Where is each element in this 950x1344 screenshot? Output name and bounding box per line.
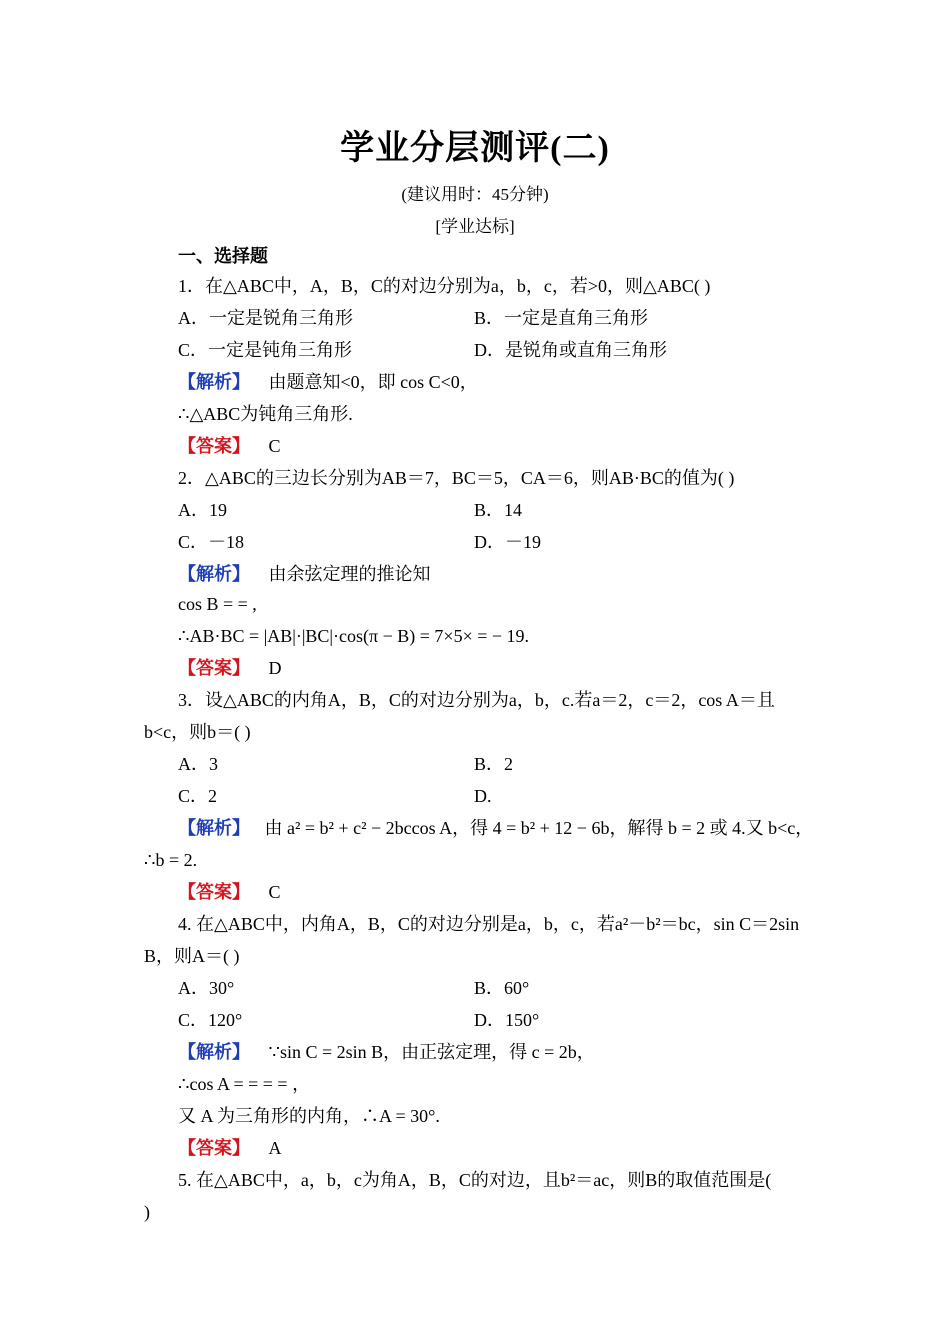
q1-option-a: A．一定是锐角三角形 [178, 308, 353, 328]
q2-answer [178, 656, 282, 680]
bracket-open: 【 [178, 1042, 196, 1062]
q3-analysis [178, 816, 813, 840]
q2-stem: 2．△ABC的三边长分别为AB＝7，BC＝5，CA＝6，则AB·BC的值为( ) [178, 468, 735, 488]
q1-stem: 1．在△ABC中，A，B，C的对边分别为a，b，c，若>0，则△ABC( ) [178, 276, 711, 296]
q3-option-d: D. [474, 786, 492, 806]
q1-analysis [178, 370, 478, 394]
q2-option-b: B．14 [474, 500, 523, 520]
q2-option-c: C．－18 [178, 532, 245, 552]
q3-analysis-line-2: ∴b = 2. [144, 850, 198, 870]
q3-answer-value: C [268, 882, 281, 902]
q2-option-d: D．－19 [474, 532, 541, 552]
q3-option-a: A．3 [178, 754, 218, 774]
level-label: [学业达标] [435, 217, 515, 236]
q4-stem-line-1: 4. 在△ABC中，内角A，B，C的对边分别是a，b，c，若a²－b²＝bc，sin C＝2sin [178, 914, 800, 934]
bracket-open: 【 [178, 882, 196, 902]
bracket-open: 【 [178, 372, 196, 392]
answer-tag: 答案 [196, 658, 232, 678]
q3-stem-line-1: 3．设△ABC的内角A，B，C的对边分别为a，b，c.若a＝2，c＝2，cos A＝且 [178, 690, 775, 710]
analysis-tag: 解析 [196, 564, 232, 584]
suggested-time: (建议用时：45分钟) [401, 185, 549, 204]
bracket-close: 】 [232, 436, 250, 456]
analysis-tag: 解析 [196, 818, 232, 838]
q3-option-c: C．2 [178, 786, 218, 806]
q4-analysis [178, 1040, 595, 1064]
answer-tag: 答案 [196, 882, 232, 902]
q4-option-a: A．30° [178, 978, 235, 998]
bracket-close: 】 [232, 372, 250, 392]
q4-analysis-line-1: ∵sin C = 2sin B，由正弦定理，得 c = 2b， [268, 1042, 595, 1062]
bracket-open: 【 [178, 1138, 196, 1158]
q4-answer-value: A [268, 1138, 282, 1158]
q4-analysis-line-2: ∴cos A = = = = ， [178, 1074, 311, 1094]
q4-analysis-line-3: 又 A 为三角形的内角，∴A = 30°. [178, 1106, 440, 1126]
q1-option-b: B．一定是直角三角形 [474, 308, 649, 328]
q3-analysis-line-1: 由 a² = b² + c² − 2bccos A，得 4 = b² + 12 − 6b，解得 b = 2 或 4.又 b<c， [264, 818, 814, 838]
q2-analysis [178, 562, 431, 586]
answer-tag: 答案 [196, 1138, 232, 1158]
q1-option-d: D．是锐角或直角三角形 [474, 340, 667, 360]
q4-stem-line-2: B，则A＝( ) [144, 946, 240, 966]
q5-stem-line-1: 5. 在△ABC中，a，b，c为角A，B，C的对边，且b²＝ac，则B的取值范围是( [178, 1170, 772, 1190]
analysis-tag: 解析 [196, 372, 232, 392]
q3-answer [178, 880, 281, 904]
q4-option-d: D．150° [474, 1010, 540, 1030]
bracket-close: 】 [232, 1042, 250, 1062]
answer-tag: 答案 [196, 436, 232, 456]
q3-stem-line-2: b<c，则b＝( ) [144, 722, 251, 742]
q4-option-b: B．60° [474, 978, 530, 998]
q5-stem-line-2: ) [144, 1202, 150, 1222]
q2-answer-value: D [268, 658, 282, 678]
q1-analysis-line-1: 由题意知<0，即 cos C<0， [268, 372, 478, 392]
q1-answer-value: C [268, 436, 281, 456]
bracket-open: 【 [178, 818, 196, 838]
section-heading: 一、选择题 [178, 246, 268, 266]
q1-option-c: C．一定是钝角三角形 [178, 340, 353, 360]
q2-analysis-line-2: cos B = = , [178, 594, 257, 614]
q2-analysis-line-3: ∴AB·BC = |AB|·|BC|·cos(π − B) = 7×5× = − 19. [178, 626, 530, 646]
bracket-close: 】 [232, 564, 250, 584]
bracket-close: 】 [232, 1138, 250, 1158]
bracket-open: 【 [178, 564, 196, 584]
page-title: 学业分层测评(二) [340, 130, 610, 167]
q4-option-c: C．120° [178, 1010, 243, 1030]
bracket-close: 】 [232, 882, 250, 902]
bracket-open: 【 [178, 436, 196, 456]
q2-option-a: A．19 [178, 500, 227, 520]
q4-answer [178, 1136, 282, 1160]
bracket-close: 】 [232, 658, 250, 678]
analysis-tag: 解析 [196, 1042, 232, 1062]
bracket-close: 】 [232, 818, 250, 838]
bracket-open: 【 [178, 658, 196, 678]
q1-answer [178, 434, 281, 458]
q2-analysis-line-1: 由余弦定理的推论知 [268, 564, 431, 584]
q3-option-b: B．2 [474, 754, 514, 774]
q1-analysis-line-2: ∴△ABC为钝角三角形. [178, 404, 353, 424]
